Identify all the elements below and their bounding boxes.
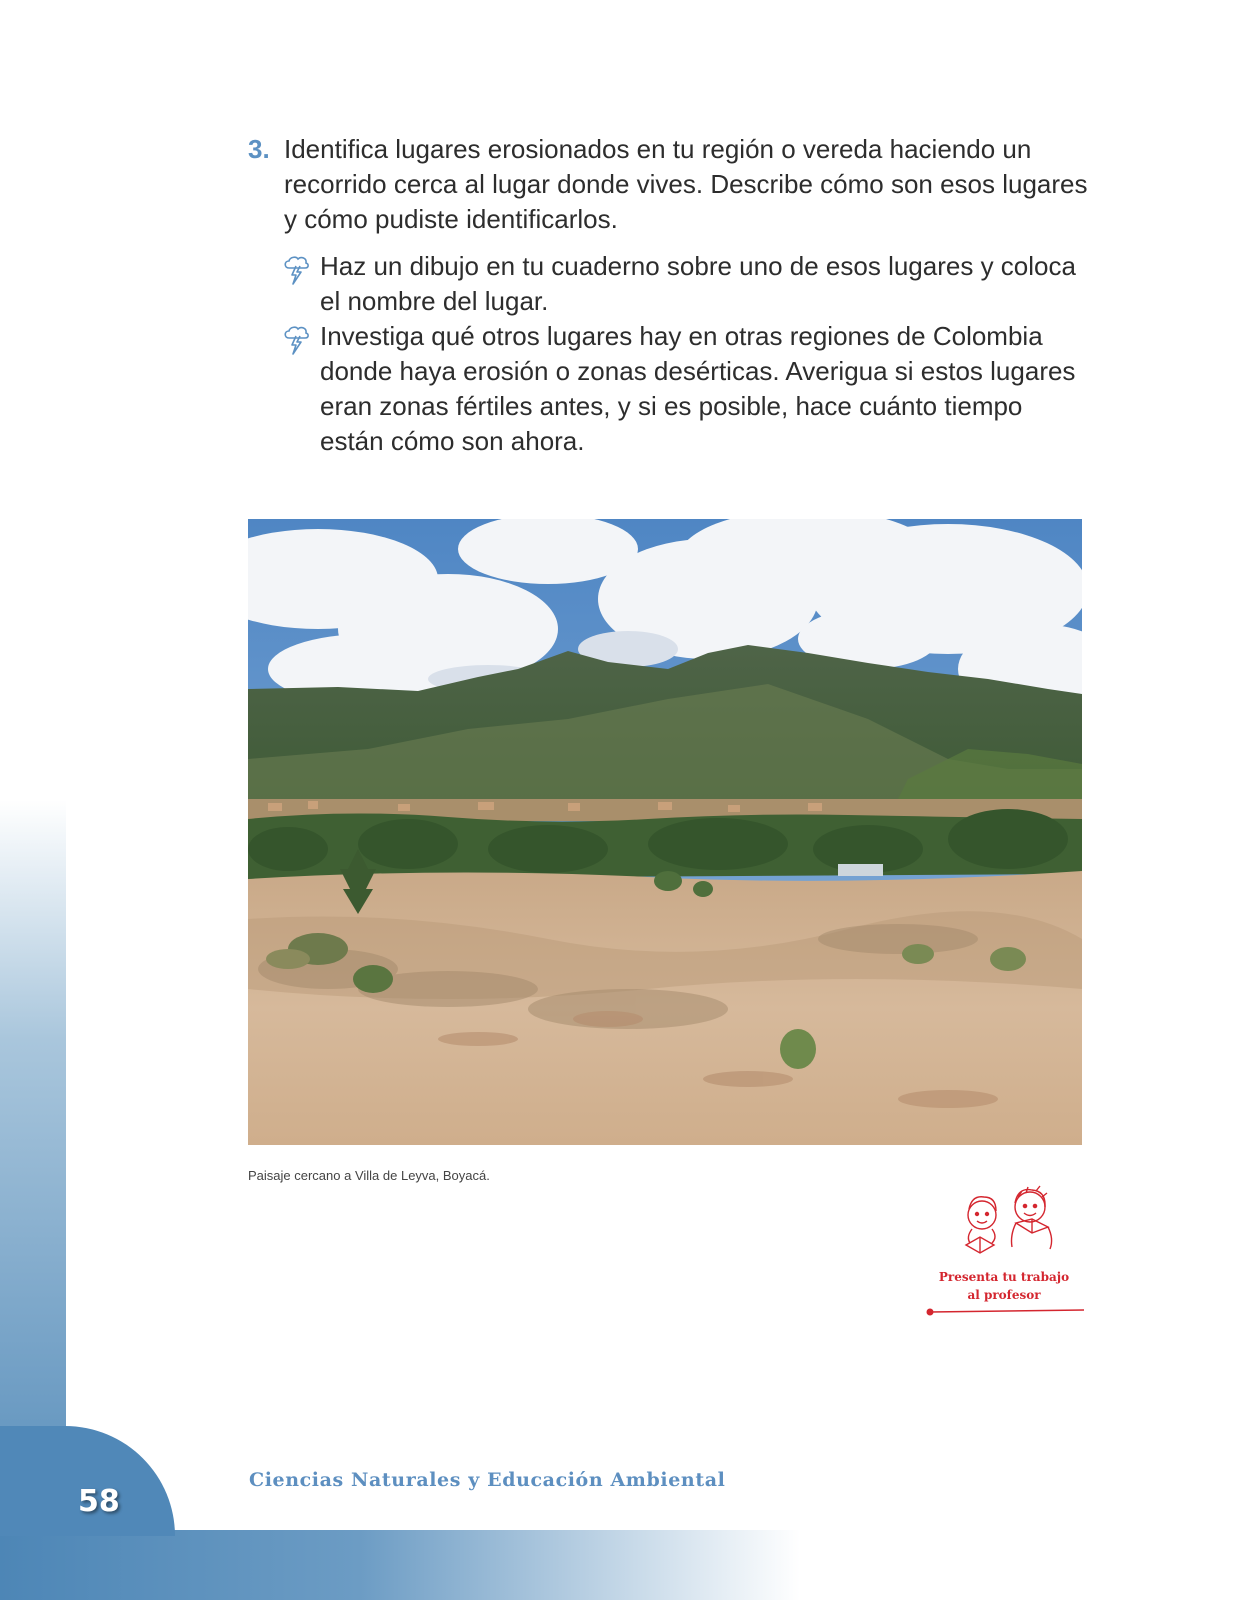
badge-label-line1: Presenta tu trabajo — [938, 1270, 1070, 1284]
page-number-tab — [0, 1426, 175, 1536]
present-work-badge — [924, 1185, 1084, 1320]
badge-label-line2: al profesor — [967, 1288, 1041, 1302]
landscape-photo — [248, 519, 1082, 1145]
subtask-item — [320, 249, 1088, 319]
subtask-text: Investiga qué otros lugares hay en otras regiones de Colombia donde haya erosión o zonas desérticas. Averigua si estos lugares eran zonas fértiles antes, y si es posible, hace cuánto tiempo están cómo son ahora. — [320, 321, 1076, 456]
footer-subject-title: Ciencias Naturales y Educación Ambiental — [249, 1469, 726, 1491]
photo-caption: Paisaje cercano a Villa de Leyva, Boyacá. — [248, 1168, 490, 1183]
subtask-text: Haz un dibujo en tu cuaderno sobre uno de esos lugares y coloca el nombre del lugar. — [320, 251, 1076, 316]
subtask-item — [320, 319, 1088, 459]
activity-instruction: Identifica lugares erosionados en tu región o vereda haciendo un recorrido cerca al lugar donde vives. Describe cómo son esos lugares y cómo pudiste identificarlos. — [284, 134, 1088, 234]
activity-3 — [248, 132, 1088, 459]
page-number: 58 — [78, 1484, 120, 1519]
activity-subtasks — [248, 249, 1088, 459]
lightning-cloud-icon — [282, 254, 310, 286]
bottom-decorative-band — [0, 1530, 800, 1600]
two-children-reading-icon — [952, 1185, 1062, 1265]
activity-number: 3. — [248, 134, 270, 164]
lightning-cloud-icon — [282, 324, 310, 356]
badge-label — [934, 1268, 1074, 1304]
badge-underline — [924, 1307, 1084, 1317]
